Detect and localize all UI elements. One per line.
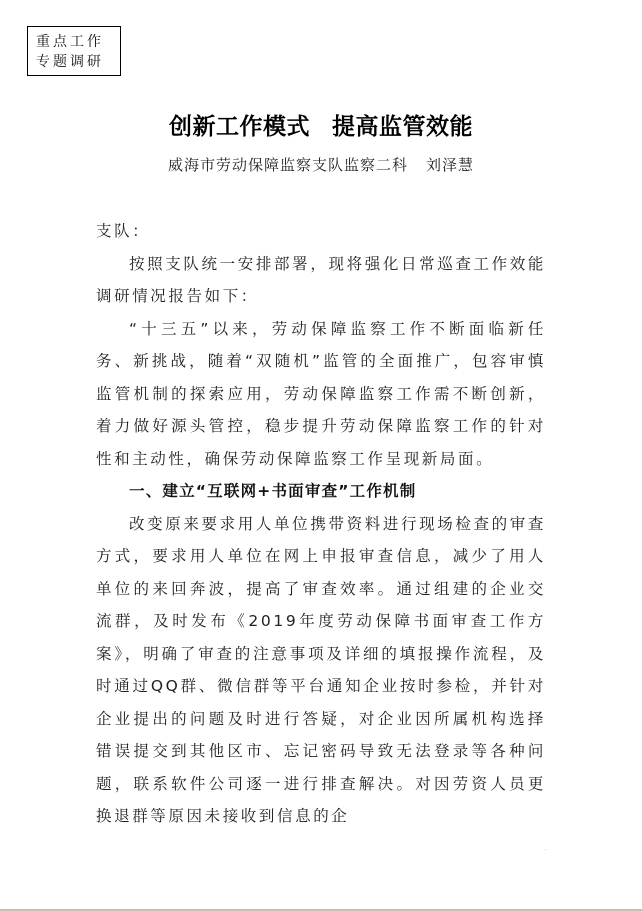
byline-author: 刘泽慧: [426, 156, 475, 174]
category-tag-box: [27, 26, 121, 76]
tag-line-1: 重点工作: [36, 34, 104, 50]
title-part-1: 创新工作模式: [169, 113, 310, 140]
body-paragraph: “十三五”以来，劳动保障监察工作不断面临新任务、新挑战，随着“双随机”监管的全面推广，包容审慎监管机制的探索应用，劳动保障监察工作需不断创新，着力做好源头管控，稳步提升劳动保障监察工作的针对性和主动性，确保劳动保障监察工作呈现新局面。: [96, 319, 546, 468]
tag-line-2: 专题调研: [36, 54, 104, 70]
scan-artifact-dot: [545, 849, 546, 850]
section-heading: 一、建立“互联网+书面审查”工作机制: [129, 482, 417, 500]
document-body: [96, 215, 546, 833]
body-paragraph: 按照支队统一安排部署，现将强化日常巡查工作效能调研情况报告如下：: [96, 254, 546, 305]
byline-organization: 威海市劳动保障监察支队监察二科: [167, 156, 408, 174]
salutation: 支队：: [96, 222, 151, 240]
section-paragraph: 改变原来要求用人单位携带资料进行现场检查的审查方式，要求用人单位在网上申报审查信息，减少了用人单位的来回奔波，提高了审查效率。通过组建的企业交流群，及时发布《2019年度劳动保障书面审查工作方案》，明确了审查的注意事项及详细的填报操作流程，及时通过QQ群、微信群等平台通知企业按时参检，并针对企业提出的问题及时进行答疑，对企业因所属机构选择错误提交到其他区市、忘记密码导致无法登录等各种问题，联系软件公司逐一进行排查解决。对因劳资人员更换退群等原因未接收到信息的企: [96, 514, 546, 825]
author-byline: [0, 154, 642, 176]
title-part-2: 提高监管效能: [332, 113, 473, 140]
document-title: [0, 112, 642, 142]
